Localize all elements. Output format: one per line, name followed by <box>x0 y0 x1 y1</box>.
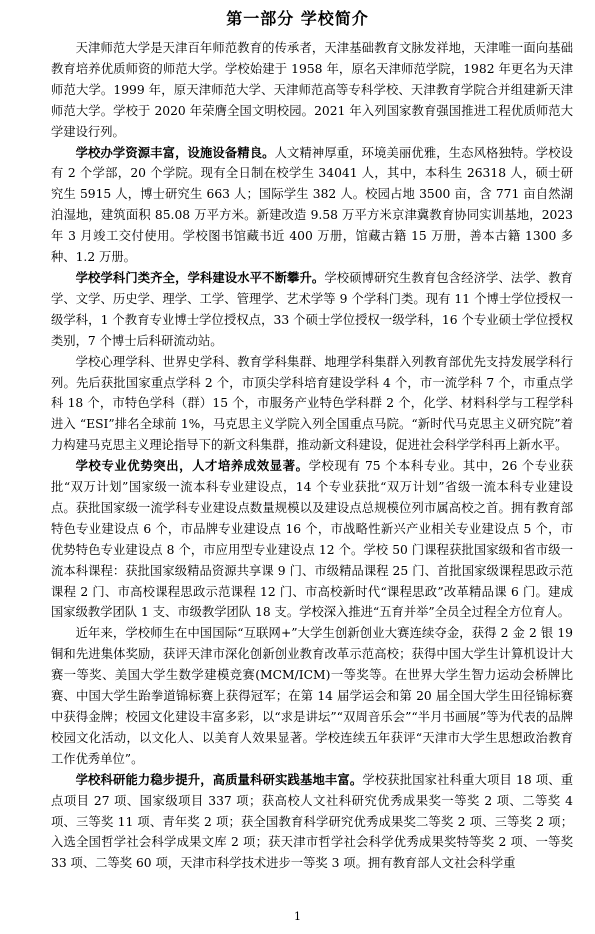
paragraph-disciplines <box>51 268 573 352</box>
paragraph-text: 学校心理学科、世界史学科、教育学科集群、地理学科集群入列教育部优先支持发展学科行列。先后获批国家重点学科 2 个，市顶尖学科培育建设学科 4 个，市一流学科 7 个，市重点学科 18 个，市特色学科（群）15 个，市服务产业特色学科群 2 个，化学、材料科学与工程学科进入 “ESI”排名全球前 1%，马克思主义学院入列全国重点马院。“新时代马克思主义研究院”着力构建马克思主义理论指导下的新文科集群，推动新文科建设，促进社会科学学科再上新水平。 <box>51 354 573 453</box>
paragraph-lead: 学校办学资源丰富，设施设备精良。 <box>75 145 275 160</box>
paragraph-text: 人文精神厚重，环境美丽优雅，生态风格独特。学校设有 2 个学部，20 个学院。现有全日制在校学生 34041 人，其中，本科生 26318 人，硕士研究生 5915 人，博士研究生 663 人；国际学生 382 人。校园占地 3500 亩，含 771 亩自然湖泊湿地，建筑面积 85.08 万平方米。新建改造 9.58 万平方米京津冀教育协同实训基地，2023 年 3 月竣工交付使用。学校图书馆藏书近 400 万册，馆藏古籍 15 万册，善本古籍 1300 多种、1.2 万册。 <box>51 145 573 265</box>
paragraph-text: 天津师范大学是天津百年师范教育的传承者，天津基础教育文脉发祥地，天津唯一面向基础教育培养优质师资的师范大学。学校始建于 1958 年，原名天津师范学院，1982 年更名为天津师范大学。1999 年，原天津师范大学、天津师范高等专科学校、天津教育学院合并组建新天津师范大学。学校于 2020 年荣膺全国文明校园。2021 年入列国家教育强国推进工程优质师范大学建设行列。 <box>51 41 573 139</box>
paragraph-intro <box>51 38 573 143</box>
paragraph-majors <box>51 456 573 623</box>
paragraph-key-disciplines <box>51 352 573 457</box>
paragraph-lead: 学校学科门类齐全，学科建设水平不断攀升。 <box>75 270 325 285</box>
page-number: 1 <box>294 910 301 923</box>
paragraph-text: 学校硕博研究生教育包含经济学、法学、教育学、文学、历史学、理学、工学、管理学、艺术学等 9 个学科门类。现有 11 个博士学位授权一级学科，1 个教育专业博士学位授权点，33 个硕士学位授权一级学科，16 个专业硕士学位授权类别，7 个博士后科研流动站。 <box>51 270 573 348</box>
document-body <box>51 38 573 874</box>
paragraph-text: 学校现有 75 个本科专业。其中，26 个专业获批“双万计划”国家级一流本科专业建设点，14 个专业获批“双万计划”省级一流本科专业建设点。获批国家级一流学科专业建设点数量规模以及建设点总规模位列市属高校之首。拥有教育部特色专业建设点 6 个，市品牌专业建设点 16 个，市战略性新兴产业相关专业建设点 5 个，市优势特色专业建设点 8 个，市应用型专业建设点 12 个。学校 50 门课程获批国家级和省市级一流本科课程：获批国家级精品资源共享课 9 门、市级精品课程 25 门、首批国家级课程思政示范课程 2 门、市高校课程思政示范课程 12 门、市高校新时代“课程思政”改革精品课 6 门。建成国家级教学团队 1 支、市级教学团队 18 支。学校深入推进“五育并举”全员全过程全方位育人。 <box>51 459 573 620</box>
paragraph-resources <box>51 143 573 268</box>
paragraph-text: 近年来，学校师生在中国国际“互联网+”大学生创新创业大赛连续夺金，获得 2 金 2 银 19 铜和先进集体奖励，获评天津市深化创新创业教育改革示范高校；获得中国大学生计算机设计大赛一等奖、美国大学生数学建模竞赛(MCM/ICM)一等奖等。在世界大学生智力运动会桥牌比赛、中国大学生跆拳道锦标赛上获得冠军；在第 14 届学运会和第 20 届全国大学生田径锦标赛中获得金牌；校园文化建设丰富多彩，以“求是讲坛”“双周音乐会”“半月书画展”等为代表的品牌校园文化活动，以文化人、以美育人效果显著。学校连续五年获评“天津市大学生思想政治教育工作优秀单位”。 <box>51 626 573 766</box>
paragraph-research <box>51 770 573 875</box>
section-title: 第一部分 学校简介 <box>226 9 369 28</box>
paragraph-lead: 学校科研能力稳步提升，高质量科研实践基地丰富。 <box>75 772 363 787</box>
paragraph-lead: 学校专业优势突出，人才培养成效显著。 <box>75 459 309 474</box>
paragraph-text: 学校获批国家社科重大项目 18 项、重点项目 27 项、国家级项目 337 项；获高校人文社科研究优秀成果奖一等奖 2 项、二等奖 4 项、三等奖 11 项、青年奖 2 项；获全国教育科学研究优秀成果奖二等奖 2 项、三等奖 2 项；入选全国哲学社会科学成果文库 2 项；获天津市哲学社会科学优秀成果奖特等奖 2 项、一等奖 33 项、二等奖 60 项，天津市科学技术进步一等奖 3 项。拥有教育部人文社会科学重 <box>51 772 573 871</box>
paragraph-achievements <box>51 623 573 769</box>
